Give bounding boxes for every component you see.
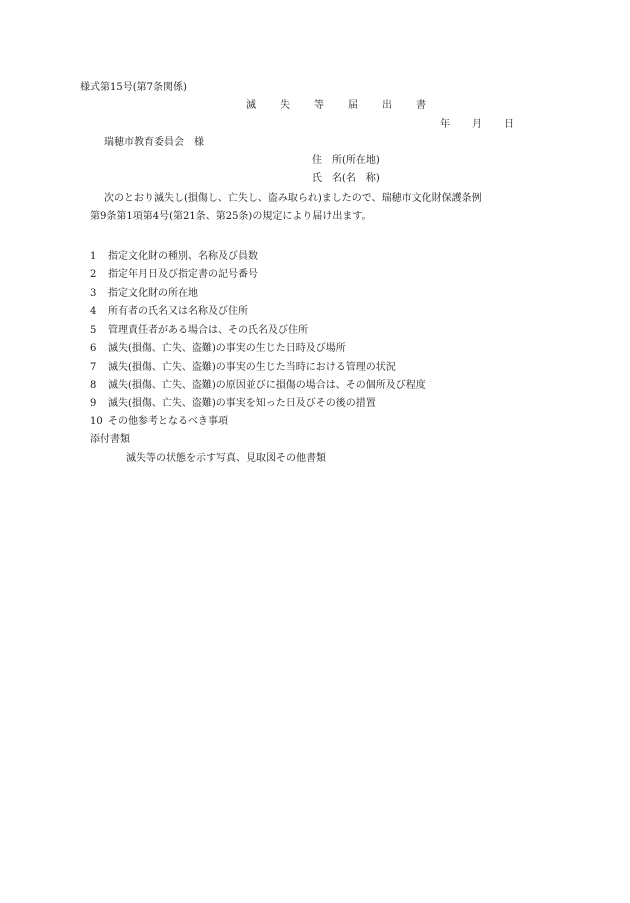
list-item [90,287,198,301]
item-text: 指定年月日及び指定書の記号番号 [108,269,258,280]
attachments-heading: 添付書類 [90,434,130,445]
item-number: 3 [90,288,97,299]
title-char: 滅 [246,100,256,111]
applicant-address-label: 住 所(所在地) [312,155,380,166]
item-text: 滅失(損傷、亡失、盗難)の原因並びに損傷の場合は、その個所及び程度 [108,380,426,391]
list-item [90,397,376,411]
title-char: 出 [382,100,392,111]
title-char: 失 [280,100,290,111]
item-text: その他参考となるべき事項 [108,416,228,427]
item-number: 8 [90,380,97,391]
title-char: 届 [348,100,358,111]
applicant-name-label: 氏 名(名 称) [312,173,380,184]
body-text-line-2: 第9条第1項第4号(第21条、第25条)の規定により届け出ます。 [90,211,372,222]
title-char: 書 [416,100,426,111]
form-number: 様式第15号(第7条関係) [80,82,187,93]
date-month-label: 月 [472,119,482,130]
attachments-content: 滅失等の状態を示す写真、見取図その他書類 [126,453,326,464]
body-text-line-1: 次のとおり滅失し(損傷し、亡失し、盗み取られ)ましたので、瑞穂市文化財保護条例 [104,193,482,204]
list-item [90,415,228,429]
item-number: 1 [90,251,97,262]
item-text: 指定文化財の所在地 [108,288,198,299]
item-number: 4 [90,306,97,317]
list-item [90,361,396,375]
item-text: 滅失(損傷、亡失、盗難)の事実の生じた日時及び場所 [108,343,346,354]
item-number: 7 [90,362,97,373]
addressee: 瑞穂市教育委員会 様 [104,137,204,148]
list-item [90,250,258,264]
item-number: 6 [90,343,97,354]
date-year-label: 年 [440,119,450,130]
item-number: 9 [90,398,97,409]
list-item [90,324,308,338]
item-text: 管理責任者がある場合は、その氏名及び住所 [108,325,308,336]
list-item [90,379,426,393]
item-number: 2 [90,269,97,280]
document-title [246,99,450,113]
list-item [90,305,248,319]
list-item [90,268,258,282]
item-number: 5 [90,325,97,336]
item-number: 10 [90,416,103,427]
date-line [440,118,536,132]
item-text: 所有者の氏名又は名称及び住所 [108,306,248,317]
date-day-label: 日 [504,119,514,130]
title-char: 等 [314,100,324,111]
item-text: 滅失(損傷、亡失、盗難)の事実を知った日及びその後の措置 [108,398,376,409]
item-text: 指定文化財の種別、名称及び員数 [108,251,258,262]
list-item [90,342,346,356]
item-text: 滅失(損傷、亡失、盗難)の事実の生じた当時における管理の状況 [108,362,396,373]
